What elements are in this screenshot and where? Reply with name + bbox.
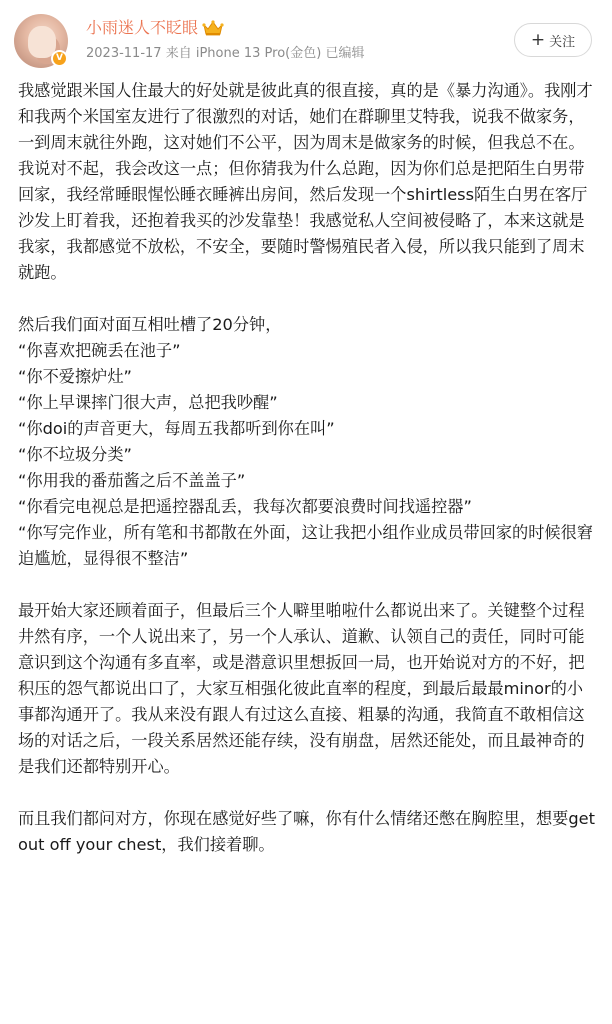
edited-label[interactable]: 已编辑 — [325, 46, 365, 61]
post-source[interactable]: 来自 iPhone 13 Pro(金色) — [165, 46, 322, 61]
post-content — [18, 78, 601, 858]
post-header — [0, 0, 612, 76]
follow-button[interactable] — [514, 23, 592, 57]
post-paragraph-3: 最开始大家还顾着面子，但最后三个人噼里啪啦什么都说出来了。关键整个过程井然有序，一个人说出来了，另一个人承认、道歉、认领自己的责任，同时可能意识到这个沟通有多直率，或是潜意识里想扳回一局，也开始说对方的不好，把积压的怨气都说出口了，大家互相强化彼此直率的程度，到最后最最minor的小事都沟通开了。我从来没有跟人有过这么直接、粗暴的沟通，我简直不敢相信这场的对话之后，一段关系居然还能存续，没有崩盘，居然还能处，而且最神奇的是我们还都特别开心。 — [18, 601, 585, 776]
post-paragraph-1: 我感觉跟米国人住最大的好处就是彼此真的很直接，真的是《暴力沟通》。我刚才和我两个米国室友进行了很激烈的对话，她们在群聊里艾特我，说我不做家务，一到周末就往外跑，这对她们不公平，因为周末是做家务的时候，但我总不在。我说对不起，我会改这一点；但你猜我为什么总跑，因为你们总是把陌生白男带回家，我经常睡眼惺忪睡衣睡裤出房间，然后发现一个shirtless陌生白男在客厅沙发上盯着我，还抱着我买的沙发靠垫！我感觉私人空间被侵略了，本来这就是我家，我都感觉不放松，不安全，要随时警惕殖民者入侵，所以我只能到了周末就跑。 — [18, 81, 593, 282]
follow-label: 关注 — [549, 34, 576, 50]
username[interactable]: 小雨迷人不眨眼 — [86, 18, 199, 37]
verified-icon: V — [51, 50, 68, 67]
post-meta — [86, 45, 364, 63]
post-paragraph-2: 然后我们面对面互相吐槽了20分钟， “你喜欢把碗丢在池子” “你不爱擦炉灶” “你上早课摔门很大声，总把我吵醒” “你doi的声音更大，每周五我都听到你在叫” “你不垃圾分类” “你用我的番茄酱之后不盖盖子” “你看完电视总是把遥控器乱丢，我每次都要浪费时间找遥控器” “你写完作业，所有笔和书都散在外面，这让我把小组作业成员带回家的时候很窘迫尴尬，显得很不整洁” — [18, 315, 593, 568]
post-date: 2023-11-17 — [86, 46, 162, 61]
plus-icon: + — [530, 30, 546, 50]
post-paragraph-4: 而且我们都问对方，你现在感觉好些了嘛，你有什么情绪还憋在胸腔里，想要get out off your chest，我们接着聊。 — [18, 809, 601, 854]
username-row — [86, 16, 224, 40]
crown-icon — [202, 19, 224, 37]
